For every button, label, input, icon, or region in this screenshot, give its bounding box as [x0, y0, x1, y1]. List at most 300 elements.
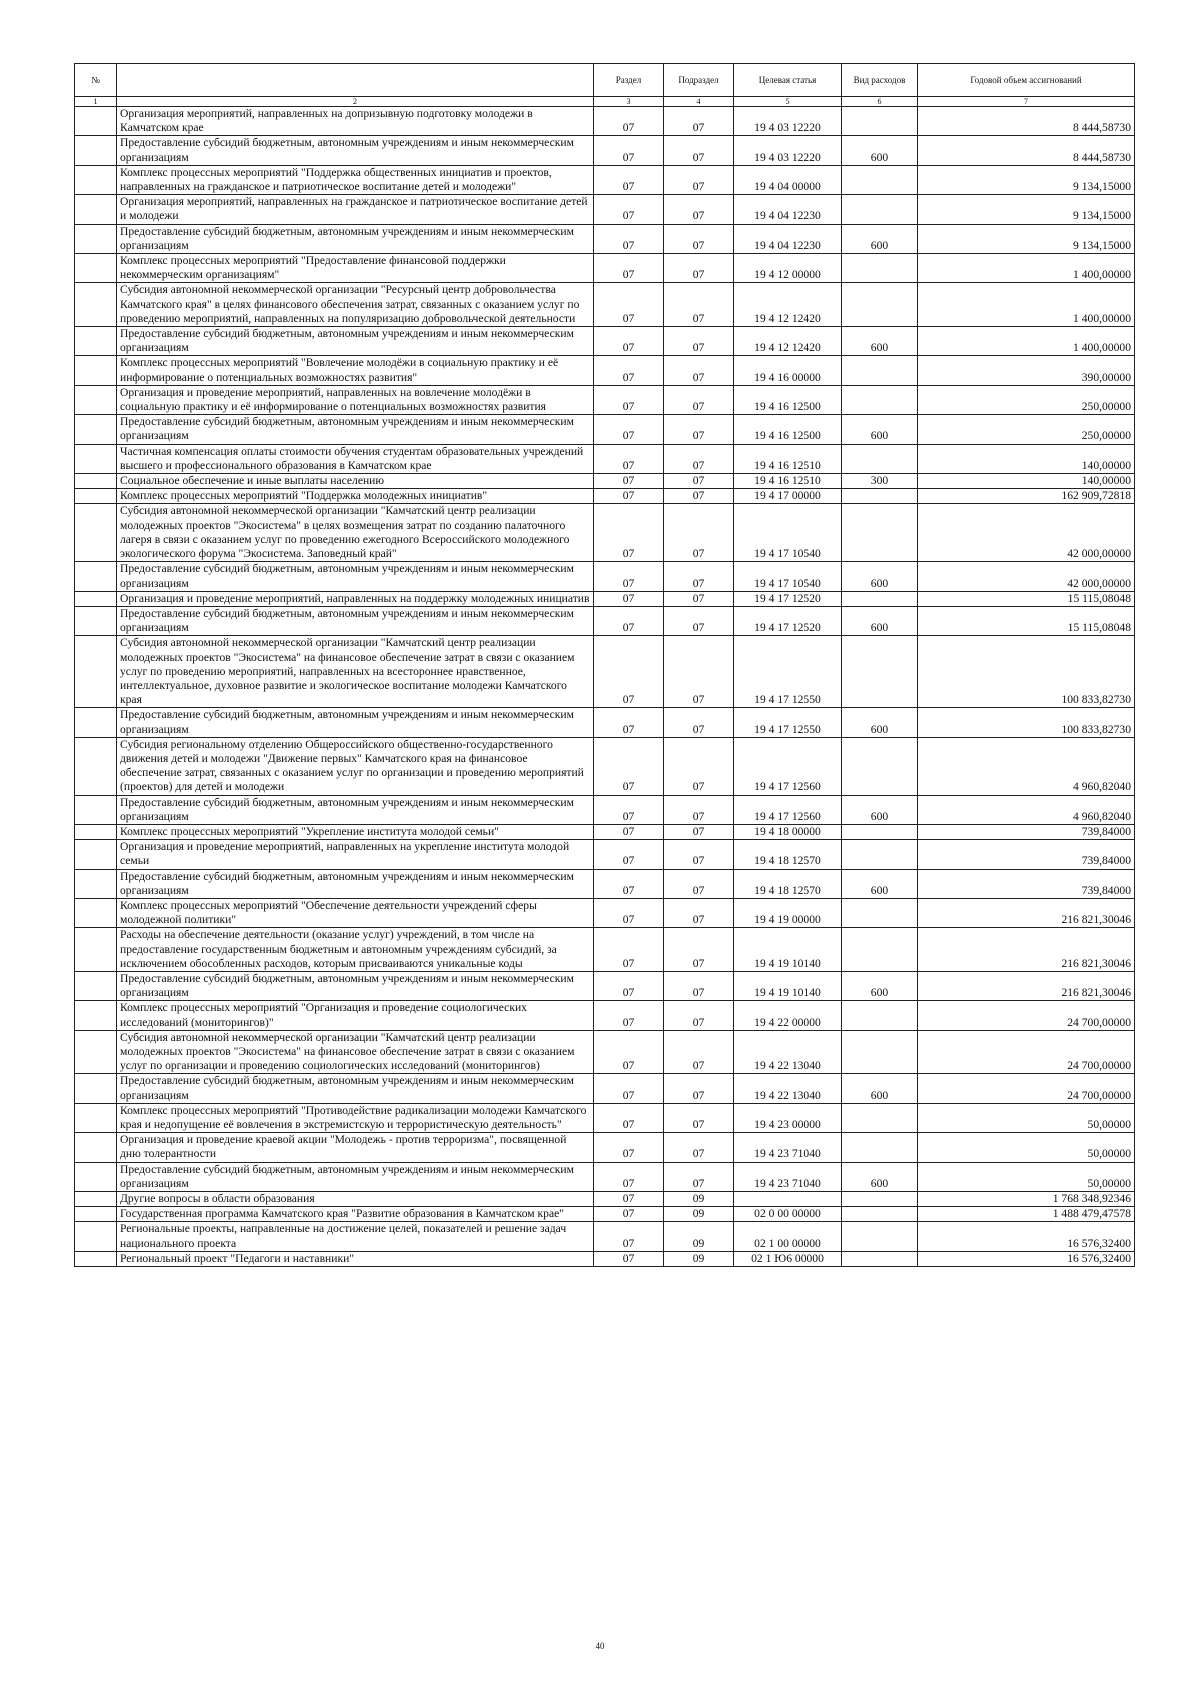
podrazdel-cell: 07 — [664, 224, 734, 253]
razdel-cell: 07 — [594, 224, 664, 253]
expense-kind-cell — [842, 1103, 918, 1132]
column-number: 1 — [75, 97, 117, 107]
podrazdel-cell: 07 — [664, 840, 734, 869]
podrazdel-cell: 07 — [664, 165, 734, 194]
expense-name-cell: Предоставление субсидий бюджетным, автономным учреждениям и иным некоммерческим организациям — [117, 708, 594, 737]
row-number-cell — [75, 327, 117, 356]
expense-kind-cell — [842, 254, 918, 283]
razdel-cell: 07 — [594, 1133, 664, 1162]
row-number-cell — [75, 415, 117, 444]
amount-cell: 100 833,82730 — [918, 636, 1135, 708]
amount-cell: 24 700,00000 — [918, 1030, 1135, 1074]
podrazdel-cell: 07 — [664, 1133, 734, 1162]
table-row — [75, 165, 1135, 194]
table-row — [75, 928, 1135, 972]
amount-cell: 15 115,08048 — [918, 606, 1135, 635]
budget-sheet — [74, 63, 1134, 1267]
expense-name-cell: Комплекс процессных мероприятий "Поддержка общественных инициатив и проектов, направленных на гражданское и патриотическое воспитание детей и молодежи" — [117, 165, 594, 194]
amount-cell: 8 444,58730 — [918, 107, 1135, 136]
amount-cell: 42 000,00000 — [918, 562, 1135, 591]
header-podrazdel: Подраздел — [664, 64, 734, 97]
table-row — [75, 1162, 1135, 1191]
amount-cell: 140,00000 — [918, 474, 1135, 489]
razdel-cell: 07 — [594, 824, 664, 839]
table-row — [75, 136, 1135, 165]
razdel-cell: 07 — [594, 1192, 664, 1207]
target-article-cell: 19 4 17 12560 — [734, 795, 842, 824]
table-row — [75, 415, 1135, 444]
table-row — [75, 562, 1135, 591]
column-number-row — [75, 97, 1135, 107]
table-row — [75, 869, 1135, 898]
target-article-cell: 02 1 00 00000 — [734, 1222, 842, 1251]
target-article-cell: 19 4 17 12520 — [734, 591, 842, 606]
table-row — [75, 195, 1135, 224]
expense-kind-cell — [842, 444, 918, 473]
row-number-cell — [75, 1207, 117, 1222]
row-number-cell — [75, 489, 117, 504]
expense-kind-cell — [842, 283, 918, 327]
expense-kind-cell — [842, 737, 918, 795]
budget-table — [74, 63, 1135, 1267]
target-article-cell: 19 4 23 71040 — [734, 1133, 842, 1162]
table-row — [75, 1222, 1135, 1251]
podrazdel-cell: 07 — [664, 795, 734, 824]
razdel-cell: 07 — [594, 971, 664, 1000]
target-article-cell: 19 4 16 12510 — [734, 444, 842, 473]
expense-name-cell: Предоставление субсидий бюджетным, автономным учреждениям и иным некоммерческим организациям — [117, 415, 594, 444]
amount-cell: 9 134,15000 — [918, 165, 1135, 194]
amount-cell: 15 115,08048 — [918, 591, 1135, 606]
row-number-cell — [75, 444, 117, 473]
column-number: 6 — [842, 97, 918, 107]
razdel-cell: 07 — [594, 591, 664, 606]
amount-cell: 1 400,00000 — [918, 283, 1135, 327]
target-article-cell: 19 4 16 12500 — [734, 385, 842, 414]
row-number-cell — [75, 898, 117, 927]
expense-kind-cell: 600 — [842, 327, 918, 356]
row-number-cell — [75, 636, 117, 708]
podrazdel-cell: 07 — [664, 971, 734, 1000]
target-article-cell: 19 4 12 12420 — [734, 283, 842, 327]
target-article-cell: 19 4 22 00000 — [734, 1001, 842, 1030]
amount-cell: 1 768 348,92346 — [918, 1192, 1135, 1207]
razdel-cell: 07 — [594, 165, 664, 194]
expense-kind-cell — [842, 165, 918, 194]
expense-name-cell: Предоставление субсидий бюджетным, автономным учреждениям и иным некоммерческим организациям — [117, 971, 594, 1000]
row-number-cell — [75, 869, 117, 898]
header-razdel: Раздел — [594, 64, 664, 97]
razdel-cell: 07 — [594, 444, 664, 473]
expense-name-cell: Предоставление субсидий бюджетным, автономным учреждениям и иным некоммерческим организациям — [117, 224, 594, 253]
row-number-cell — [75, 1074, 117, 1103]
table-row — [75, 840, 1135, 869]
row-number-cell — [75, 283, 117, 327]
amount-cell: 4 960,82040 — [918, 795, 1135, 824]
expense-kind-cell — [842, 1222, 918, 1251]
expense-name-cell: Субсидия автономной некоммерческой организации "Камчатский центр реализации молодежных проектов "Экосистема" на финансовое обеспечение затрат в связи с оказанием услуг по организации и проведению социологических исследований (мониторингов) — [117, 1030, 594, 1074]
razdel-cell: 07 — [594, 1251, 664, 1266]
expense-kind-cell: 600 — [842, 415, 918, 444]
podrazdel-cell: 07 — [664, 869, 734, 898]
razdel-cell: 07 — [594, 898, 664, 927]
row-number-cell — [75, 474, 117, 489]
razdel-cell: 07 — [594, 474, 664, 489]
row-number-cell — [75, 1133, 117, 1162]
razdel-cell: 07 — [594, 489, 664, 504]
table-row — [75, 224, 1135, 253]
razdel-cell: 07 — [594, 1074, 664, 1103]
expense-kind-cell — [842, 385, 918, 414]
podrazdel-cell: 07 — [664, 708, 734, 737]
target-article-cell: 19 4 03 12220 — [734, 136, 842, 165]
expense-kind-cell — [842, 1207, 918, 1222]
amount-cell: 739,84000 — [918, 869, 1135, 898]
row-number-cell — [75, 562, 117, 591]
header-amount: Годовой объем ассигнований — [918, 64, 1135, 97]
table-row — [75, 254, 1135, 283]
expense-kind-cell — [842, 356, 918, 385]
row-number-cell — [75, 1162, 117, 1191]
expense-name-cell: Предоставление субсидий бюджетным, автономным учреждениям и иным некоммерческим организациям — [117, 327, 594, 356]
table-row — [75, 385, 1135, 414]
target-article-cell: 19 4 22 13040 — [734, 1030, 842, 1074]
table-row — [75, 708, 1135, 737]
expense-kind-cell — [842, 636, 918, 708]
target-article-cell: 19 4 17 10540 — [734, 562, 842, 591]
expense-kind-cell — [842, 1251, 918, 1266]
expense-kind-cell — [842, 504, 918, 562]
amount-cell: 390,00000 — [918, 356, 1135, 385]
expense-name-cell: Социальное обеспечение и иные выплаты населению — [117, 474, 594, 489]
razdel-cell: 07 — [594, 136, 664, 165]
podrazdel-cell: 07 — [664, 356, 734, 385]
header-target: Целевая статья — [734, 64, 842, 97]
expense-name-cell: Предоставление субсидий бюджетным, автономным учреждениям и иным некоммерческим организациям — [117, 1162, 594, 1191]
row-number-cell — [75, 165, 117, 194]
row-number-cell — [75, 1103, 117, 1132]
razdel-cell: 07 — [594, 869, 664, 898]
expense-name-cell: Комплекс процессных мероприятий "Предоставление финансовой поддержки некоммерческим организациям" — [117, 254, 594, 283]
row-number-cell — [75, 1222, 117, 1251]
target-article-cell: 19 4 19 10140 — [734, 971, 842, 1000]
table-row — [75, 824, 1135, 839]
amount-cell: 1 488 479,47578 — [918, 1207, 1135, 1222]
expense-kind-cell — [842, 1030, 918, 1074]
expense-name-cell: Организация мероприятий, направленных на гражданское и патриотическое воспитание детей и молодежи — [117, 195, 594, 224]
podrazdel-cell: 07 — [664, 1103, 734, 1132]
target-article-cell: 19 4 04 12230 — [734, 224, 842, 253]
amount-cell: 162 909,72818 — [918, 489, 1135, 504]
amount-cell: 9 134,15000 — [918, 195, 1135, 224]
podrazdel-cell: 07 — [664, 1030, 734, 1074]
header-kind: Вид расходов — [842, 64, 918, 97]
expense-kind-cell — [842, 928, 918, 972]
target-article-cell: 19 4 23 00000 — [734, 1103, 842, 1132]
razdel-cell: 07 — [594, 636, 664, 708]
amount-cell: 16 576,32400 — [918, 1251, 1135, 1266]
target-article-cell: 19 4 03 12220 — [734, 107, 842, 136]
podrazdel-cell: 07 — [664, 591, 734, 606]
row-number-cell — [75, 840, 117, 869]
target-article-cell: 19 4 17 10540 — [734, 504, 842, 562]
row-number-cell — [75, 1251, 117, 1266]
amount-cell: 216 821,30046 — [918, 898, 1135, 927]
target-article-cell: 19 4 22 13040 — [734, 1074, 842, 1103]
table-row — [75, 356, 1135, 385]
amount-cell: 1 400,00000 — [918, 327, 1135, 356]
row-number-cell — [75, 928, 117, 972]
amount-cell: 4 960,82040 — [918, 737, 1135, 795]
expense-name-cell: Государственная программа Камчатского края "Развитие образования в Камчатском крае" — [117, 1207, 594, 1222]
amount-cell: 16 576,32400 — [918, 1222, 1135, 1251]
podrazdel-cell: 07 — [664, 898, 734, 927]
target-article-cell: 19 4 16 12510 — [734, 474, 842, 489]
podrazdel-cell: 07 — [664, 636, 734, 708]
amount-cell: 250,00000 — [918, 385, 1135, 414]
expense-kind-cell: 600 — [842, 224, 918, 253]
target-article-cell: 02 0 00 00000 — [734, 1207, 842, 1222]
podrazdel-cell: 07 — [664, 283, 734, 327]
table-row — [75, 1192, 1135, 1207]
expense-kind-cell — [842, 1001, 918, 1030]
amount-cell: 50,00000 — [918, 1133, 1135, 1162]
row-number-cell — [75, 1192, 117, 1207]
expense-name-cell: Комплекс процессных мероприятий "Обеспечение деятельности учреждений сферы молодежной политики" — [117, 898, 594, 927]
row-number-cell — [75, 591, 117, 606]
expense-kind-cell: 600 — [842, 1162, 918, 1191]
amount-cell: 24 700,00000 — [918, 1074, 1135, 1103]
expense-name-cell: Частичная компенсация оплаты стоимости обучения студентам образовательных учреждений высшего и профессионального образования в Камчатском крае — [117, 444, 594, 473]
expense-name-cell: Другие вопросы в области образования — [117, 1192, 594, 1207]
expense-name-cell: Комплекс процессных мероприятий "Организация и проведение социологических исследований (мониторингов)" — [117, 1001, 594, 1030]
expense-kind-cell: 600 — [842, 136, 918, 165]
razdel-cell: 07 — [594, 840, 664, 869]
row-number-cell — [75, 254, 117, 283]
row-number-cell — [75, 107, 117, 136]
podrazdel-cell: 09 — [664, 1192, 734, 1207]
expense-name-cell: Организация мероприятий, направленных на допризывную подготовку молодежи в Камчатском крае — [117, 107, 594, 136]
expense-name-cell: Субсидия автономной некоммерческой организации "Ресурсный центр добровольчества Камчатского края" в целях финансового обеспечения затрат, связанных с оказанием услуг по проведению мероприятий, направленных на популяризацию добровольческой деятельности — [117, 283, 594, 327]
row-number-cell — [75, 606, 117, 635]
header-name — [117, 64, 594, 97]
expense-name-cell: Региональный проект "Педагоги и наставники" — [117, 1251, 594, 1266]
podrazdel-cell: 07 — [664, 1074, 734, 1103]
column-number: 3 — [594, 97, 664, 107]
table-row — [75, 971, 1135, 1000]
amount-cell: 216 821,30046 — [918, 928, 1135, 972]
expense-kind-cell: 600 — [842, 795, 918, 824]
expense-name-cell: Предоставление субсидий бюджетным, автономным учреждениям и иным некоммерческим организациям — [117, 869, 594, 898]
target-article-cell: 19 4 19 10140 — [734, 928, 842, 972]
table-row — [75, 1207, 1135, 1222]
amount-cell: 42 000,00000 — [918, 504, 1135, 562]
target-article-cell: 19 4 12 00000 — [734, 254, 842, 283]
table-row — [75, 795, 1135, 824]
podrazdel-cell: 07 — [664, 504, 734, 562]
table-row — [75, 327, 1135, 356]
target-article-cell: 19 4 18 12570 — [734, 869, 842, 898]
table-row — [75, 1133, 1135, 1162]
row-number-cell — [75, 708, 117, 737]
column-number: 2 — [117, 97, 594, 107]
expense-kind-cell — [842, 824, 918, 839]
podrazdel-cell: 07 — [664, 327, 734, 356]
target-article-cell: 19 4 18 00000 — [734, 824, 842, 839]
expense-name-cell: Предоставление субсидий бюджетным, автономным учреждениям и иным некоммерческим организациям — [117, 795, 594, 824]
podrazdel-cell: 07 — [664, 928, 734, 972]
expense-kind-cell: 600 — [842, 708, 918, 737]
expense-kind-cell — [842, 107, 918, 136]
razdel-cell: 07 — [594, 327, 664, 356]
target-article-cell: 19 4 16 00000 — [734, 356, 842, 385]
amount-cell: 739,84000 — [918, 824, 1135, 839]
amount-cell: 24 700,00000 — [918, 1001, 1135, 1030]
podrazdel-cell: 09 — [664, 1222, 734, 1251]
podrazdel-cell: 07 — [664, 1001, 734, 1030]
razdel-cell: 07 — [594, 562, 664, 591]
table-row — [75, 1074, 1135, 1103]
table-row — [75, 474, 1135, 489]
razdel-cell: 07 — [594, 415, 664, 444]
row-number-cell — [75, 224, 117, 253]
target-article-cell: 19 4 19 00000 — [734, 898, 842, 927]
target-article-cell: 19 4 12 12420 — [734, 327, 842, 356]
table-row — [75, 737, 1135, 795]
amount-cell: 50,00000 — [918, 1162, 1135, 1191]
table-row — [75, 1103, 1135, 1132]
podrazdel-cell: 07 — [664, 562, 734, 591]
podrazdel-cell: 07 — [664, 474, 734, 489]
razdel-cell: 07 — [594, 283, 664, 327]
razdel-cell: 07 — [594, 795, 664, 824]
expense-name-cell: Предоставление субсидий бюджетным, автономным учреждениям и иным некоммерческим организациям — [117, 606, 594, 635]
amount-cell: 140,00000 — [918, 444, 1135, 473]
target-article-cell: 19 4 23 71040 — [734, 1162, 842, 1191]
razdel-cell: 07 — [594, 356, 664, 385]
table-row — [75, 107, 1135, 136]
podrazdel-cell: 07 — [664, 1162, 734, 1191]
amount-cell: 9 134,15000 — [918, 224, 1135, 253]
table-row — [75, 606, 1135, 635]
page-number: 40 — [595, 1641, 605, 1651]
razdel-cell: 07 — [594, 1162, 664, 1191]
column-number: 5 — [734, 97, 842, 107]
row-number-cell — [75, 356, 117, 385]
header-row — [75, 64, 1135, 97]
podrazdel-cell: 07 — [664, 444, 734, 473]
razdel-cell: 07 — [594, 737, 664, 795]
row-number-cell — [75, 195, 117, 224]
razdel-cell: 07 — [594, 1030, 664, 1074]
razdel-cell: 07 — [594, 107, 664, 136]
amount-cell: 250,00000 — [918, 415, 1135, 444]
table-row — [75, 636, 1135, 708]
row-number-cell — [75, 795, 117, 824]
target-article-cell: 19 4 17 12550 — [734, 708, 842, 737]
podrazdel-cell: 07 — [664, 489, 734, 504]
expense-kind-cell — [842, 1192, 918, 1207]
expense-name-cell: Предоставление субсидий бюджетным, автономным учреждениям и иным некоммерческим организациям — [117, 1074, 594, 1103]
expense-name-cell: Организация и проведение краевой акции "Молодежь - против терроризма", посвященной дню толерантности — [117, 1133, 594, 1162]
podrazdel-cell: 07 — [664, 195, 734, 224]
table-row — [75, 591, 1135, 606]
podrazdel-cell: 09 — [664, 1207, 734, 1222]
razdel-cell: 07 — [594, 1207, 664, 1222]
amount-cell: 100 833,82730 — [918, 708, 1135, 737]
target-article-cell: 19 4 04 00000 — [734, 165, 842, 194]
table-row — [75, 504, 1135, 562]
expense-name-cell: Субсидия региональному отделению Общероссийского общественно-государственного движения детей и молодежи "Движение первых" Камчатского края на финансовое обеспечение затрат, связанных с оказанием услуг по организации и проведению мероприятий (проектов) для детей и молодежи — [117, 737, 594, 795]
razdel-cell: 07 — [594, 195, 664, 224]
expense-kind-cell: 300 — [842, 474, 918, 489]
expense-name-cell: Субсидия автономной некоммерческой организации "Камчатский центр реализации молодежных проектов "Экосистема" на финансовое обеспечение затрат в связи с оказанием услуг по проведению мероприятий, направленных на всестороннее нравственное, интеллектуальное, духовное развитие и экологическое воспитание молодежи Камчатского края — [117, 636, 594, 708]
expense-kind-cell: 600 — [842, 1074, 918, 1103]
expense-name-cell: Комплекс процессных мероприятий "Поддержка молодежных инициатив" — [117, 489, 594, 504]
podrazdel-cell: 07 — [664, 606, 734, 635]
row-number-cell — [75, 1030, 117, 1074]
target-article-cell: 19 4 17 12520 — [734, 606, 842, 635]
expense-kind-cell: 600 — [842, 606, 918, 635]
podrazdel-cell: 07 — [664, 136, 734, 165]
expense-name-cell: Комплекс процессных мероприятий "Вовлечение молодёжи в социальную практику и её информирование о потенциальных возможностях развития" — [117, 356, 594, 385]
row-number-cell — [75, 385, 117, 414]
expense-kind-cell: 600 — [842, 562, 918, 591]
expense-name-cell: Расходы на обеспечение деятельности (оказание услуг) учреждений, в том числе на предоставление государственным бюджетным и автономным учреждениям субсидий, за исключением обособленных расходов, которым присваиваются уникальные коды — [117, 928, 594, 972]
razdel-cell: 07 — [594, 1103, 664, 1132]
razdel-cell: 07 — [594, 708, 664, 737]
expense-kind-cell: 600 — [842, 869, 918, 898]
amount-cell: 216 821,30046 — [918, 971, 1135, 1000]
row-number-cell — [75, 971, 117, 1000]
amount-cell: 739,84000 — [918, 840, 1135, 869]
expense-name-cell: Субсидия автономной некоммерческой организации "Камчатский центр реализации молодежных проектов "Экосистема" в целях возмещения затрат по созданию палаточного лагеря в связи с оказанием услуг по проведению ежегодного Всероссийского молодежного экологического форума "Экосистема. Заповедный край" — [117, 504, 594, 562]
table-row — [75, 283, 1135, 327]
expense-name-cell: Предоставление субсидий бюджетным, автономным учреждениям и иным некоммерческим организациям — [117, 562, 594, 591]
razdel-cell: 07 — [594, 254, 664, 283]
table-row — [75, 444, 1135, 473]
expense-name-cell: Комплекс процессных мероприятий "Противодействие радикализации молодежи Камчатского края и недопущение её вовлечения в экстремистскую и террористическую деятельность" — [117, 1103, 594, 1132]
column-number: 7 — [918, 97, 1135, 107]
expense-name-cell: Организация и проведение мероприятий, направленных на поддержку молодежных инициатив — [117, 591, 594, 606]
target-article-cell: 19 4 17 12560 — [734, 737, 842, 795]
expense-kind-cell — [842, 195, 918, 224]
expense-kind-cell — [842, 489, 918, 504]
target-article-cell: 19 4 17 00000 — [734, 489, 842, 504]
table-row — [75, 489, 1135, 504]
razdel-cell: 07 — [594, 1001, 664, 1030]
target-article-cell: 19 4 16 12500 — [734, 415, 842, 444]
podrazdel-cell: 07 — [664, 737, 734, 795]
column-number: 4 — [664, 97, 734, 107]
expense-name-cell: Региональные проекты, направленные на достижение целей, показателей и решение задач национального проекта — [117, 1222, 594, 1251]
expense-kind-cell — [842, 898, 918, 927]
expense-name-cell: Организация и проведение мероприятий, направленных на вовлечение молодёжи в социальную практику и её информирование о потенциальных возможностях развития — [117, 385, 594, 414]
row-number-cell — [75, 824, 117, 839]
expense-name-cell: Организация и проведение мероприятий, направленных на укрепление института молодой семьи — [117, 840, 594, 869]
razdel-cell: 07 — [594, 606, 664, 635]
amount-cell: 1 400,00000 — [918, 254, 1135, 283]
podrazdel-cell: 07 — [664, 107, 734, 136]
table-body — [75, 107, 1135, 1267]
podrazdel-cell: 09 — [664, 1251, 734, 1266]
table-row — [75, 1001, 1135, 1030]
row-number-cell — [75, 136, 117, 165]
expense-kind-cell: 600 — [842, 971, 918, 1000]
razdel-cell: 07 — [594, 1222, 664, 1251]
table-row — [75, 1030, 1135, 1074]
amount-cell: 50,00000 — [918, 1103, 1135, 1132]
